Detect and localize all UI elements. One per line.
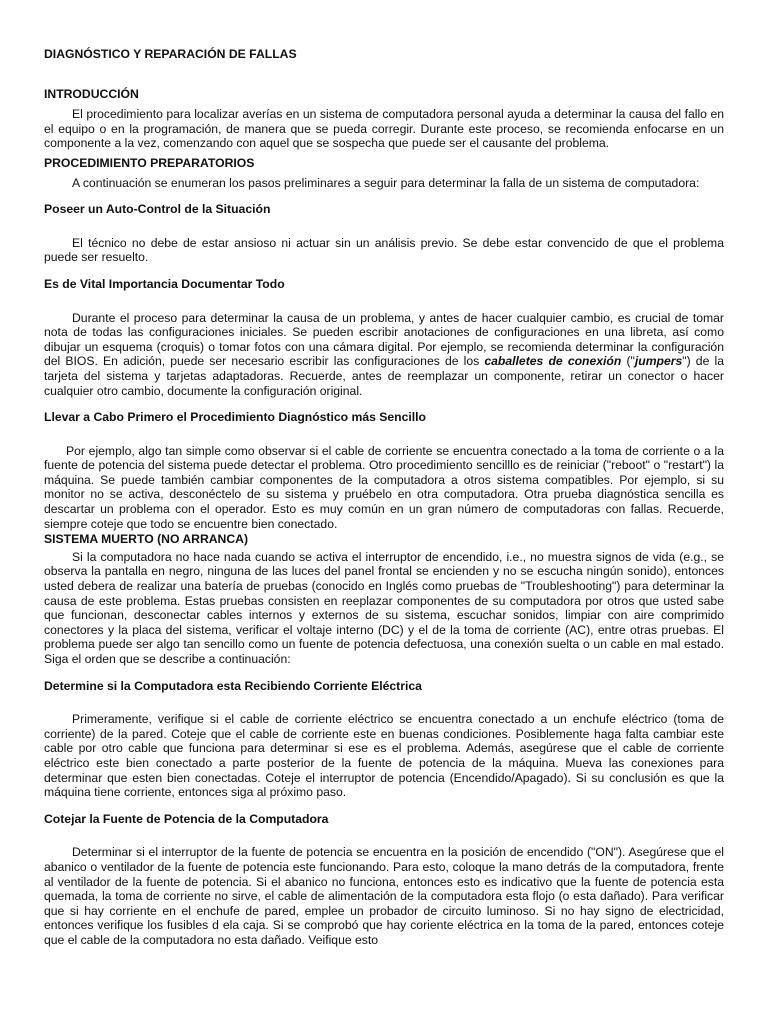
heading-corriente-electrica: Determine si la Computadora esta Recibiendo Corriente Eléctrica bbox=[44, 678, 422, 693]
heading-sistema-muerto: SISTEMA MUERTO (NO ARRANCA) bbox=[44, 532, 249, 547]
documentar-text-a: Durante el proceso para determinar la causa de un problema, y antes de hacer cualquier cambio, es crucial de tomar nota de todas las configuraciones iniciales. Se pueden escribir anotaciones de configuraciones en una libreta, así como dibujar un esquema (croquis) o tomar fotos con una cámara digital. Por ejemplo, se recomienda determinar la configuración del BIOS. En adición, puede ser necesario escribir las configuraciones de los bbox=[44, 310, 724, 369]
paragraph-fuente-potencia: Determinar si el interruptor de la fuente de potencia se encuentra en la posición de encendido ("ON"). Asegúrese que el abanico o ventilador de la fuente de potencia este funcionando. Para esto, coloque la mano detrás de la computadora, frente al ventilador de la fuente de potencia. Si el abanico no funciona, entonces esto es indicativo que la fuente de potencia esta quemada, la toma de corriente no sirve, el cable de alimentación de la computadora esta flojo (o esta dañado). Para verificar que si hay corriente en el enchufe de pared, emplee un probador de circuito luminoso. Si no hay signo de electricidad, entonces verifique los fusibles d ela caja. Si se comprobó que hay coriente eléctrica en la toma de la pared, entonces coteje que el cable de la computadora no esta dañado. Veifique esto bbox=[44, 845, 724, 947]
paragraph-auto-control: El técnico no debe de estar ansioso ni actuar sin un análisis previo. Se debe estar convencido de que el problema puede ser resuelto. bbox=[44, 235, 724, 265]
paragraph-documentar-todo bbox=[44, 311, 724, 399]
emphasis-jumpers: jumpers bbox=[634, 354, 683, 369]
heading-introduccion: INTRODUCCIÓN bbox=[44, 86, 139, 101]
heading-auto-control: Poseer un Auto-Control de la Situación bbox=[44, 202, 271, 217]
paragraph-procedimiento-sencillo: Por ejemplo, algo tan simple como observar si el cable de corriente se encuentra conectado a la toma de corriente o a la fuente de potencia del sistema puede detectar el problema. Otro procedimiento sencilllo es de reiniciar ("reboot" o "restart") la máquina. Se puede también cambiar componentes de la computadora a otros sistema compatibles. Por ejemplo, si su monitor no se activa, desconéctelo de su sistema y pruébelo en otra computadora. Otra prueba diagnóstica sencilla es descartar un problema con el operador. Esto es muy común en un gran número de computadoras con fallas. Recuerde, siempre coteje que todo se encuentre bien conectado. bbox=[44, 443, 724, 531]
paragraph-procedimiento-preparatorios: A continuación se enumeran los pasos preliminares a seguir para determinar la falla de un sistema de computadora: bbox=[72, 175, 700, 190]
heading-procedimiento-preparatorios: PROCEDIMIENTO PREPARATORIOS bbox=[44, 155, 255, 170]
document-page bbox=[44, 44, 724, 948]
heading-fuente-potencia: Cotejar la Fuente de Potencia de la Computadora bbox=[44, 811, 329, 826]
documentar-text-c: ") de la tarjeta del sistema y tarjetas adaptadoras. Recuerde, antes de reemplazar un componente, retirar un conector o hacer cualquier otro cambio, documente la configuración original. bbox=[44, 354, 724, 398]
paragraph-corriente-electrica: Primeramente, verifique si el cable de corriente eléctrico se encuentra conectado a un enchufe eléctrico (toma de corriente) de la pared. Coteje que el cable de corriente este en buenas condiciones. Posiblemente haga falta cambiar este cable por otro cable que funciona para determinar si ese es el problema. Además, asegúrese que el cable de corriente eléctrico este bien conectado a parte posterior de la fuente de potencia de la máquina. Mueva las conexiones para determinar que esten bien conectadas. Coteje el interruptor de potencia (Encendido/Apagado). Si su conclusión es que la máquina tiene corriente, entonces siga al próximo paso. bbox=[44, 712, 724, 800]
paragraph-sistema-muerto: Si la computadora no hace nada cuando se activa el interruptor de encendido, i.e., no muestra signos de vida (e.g., se observa la pantalla en negro, ninguna de las luces del panel frontal se encienden y no se escucha ningún sonido), entonces usted debera de realizar una batería de pruebas (conocido en Inglés como pruebas de "Troubleshooting") para determinar la causa de este problema. Estas pruebas consisten en reeplazar componentes de su computadora por otros que usted sabe que funcionan, desconectar cables internos y externos de su sistema, escuchar sonidos, limpiar con aire comprimido conectores y la placa del sistema, verificar el voltaje interno (DC) y el de la toma de corriente (AC), entre otras pruebas. El problema puede ser algo tan sencillo como un fuente de potencia defectuosa, una conexión suelta o un cable en mal estado. Siga el orden que se describe a continuación: bbox=[44, 549, 724, 666]
heading-procedimiento-sencillo: Llevar a Cabo Primero el Procedimiento Diagnóstico más Sencillo bbox=[44, 410, 426, 425]
paragraph-introduccion: El procedimiento para localizar averías en un sistema de computadora personal ayuda a determinar la causa del fallo en el equipo o en la programación, de manera que se pueda corregir. Durante este proceso, se recomienda enfocarse en un componente a la vez, comenzando con aquel que se sospecha que puede ser el causante del problema. bbox=[44, 107, 724, 151]
document-title: DIAGNÓSTICO Y REPARACIÓN DE FALLAS bbox=[44, 47, 297, 61]
documentar-text-b: (" bbox=[621, 354, 635, 369]
heading-documentar-todo: Es de Vital Importancia Documentar Todo bbox=[44, 276, 285, 291]
emphasis-caballetes: caballetes de conexión bbox=[484, 354, 622, 369]
